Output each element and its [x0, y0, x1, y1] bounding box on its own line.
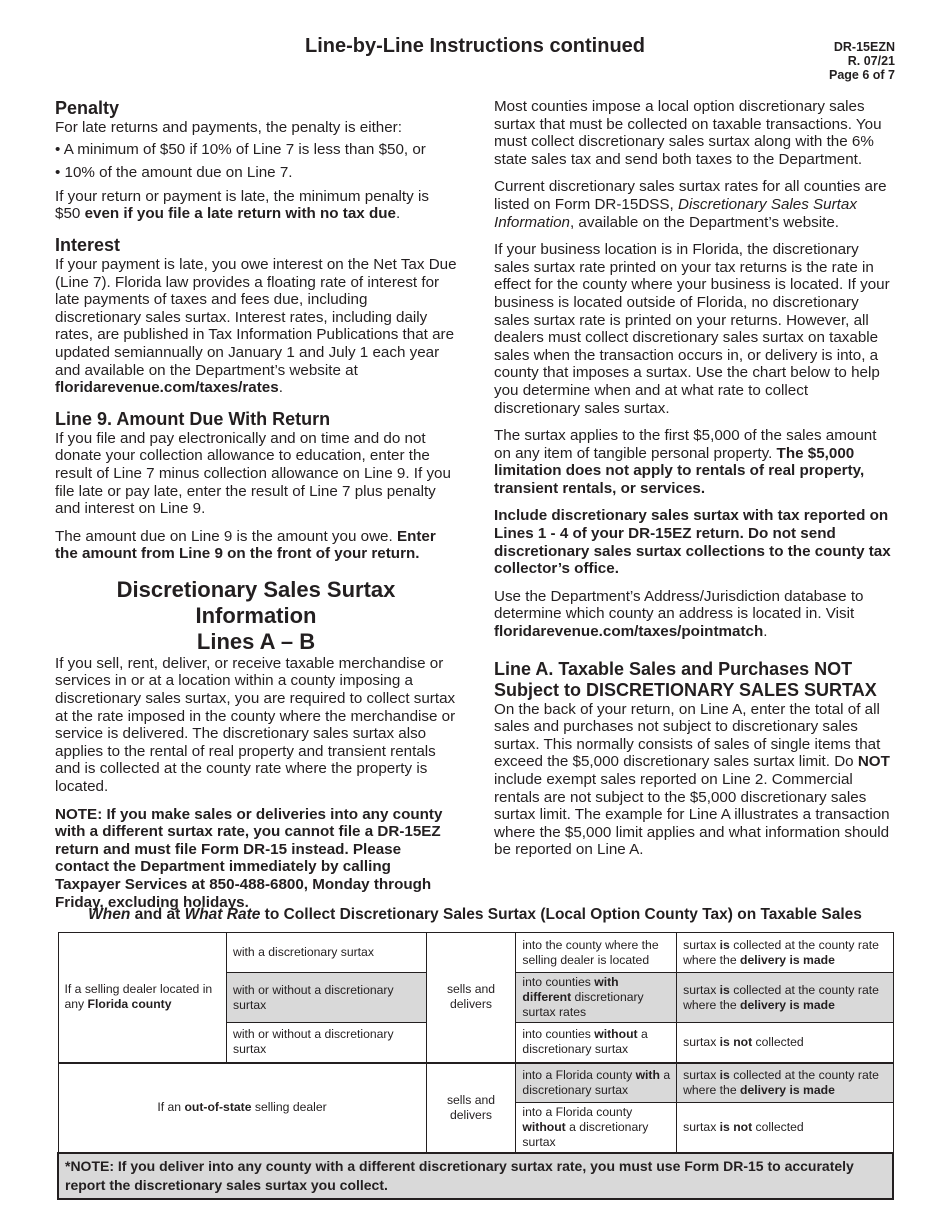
- rates-link[interactable]: floridarevenue.com/taxes/rates: [55, 379, 279, 397]
- table-cell: [677, 1023, 893, 1063]
- penalty-intro: For late returns and payments, the penalty is either:: [55, 119, 402, 136]
- right-column: [494, 98, 896, 869]
- out-of-state-dealer-cell: [58, 1063, 426, 1154]
- bold-text: is not: [719, 1034, 753, 1049]
- text: a discretionary surtax: [522, 1027, 648, 1057]
- table-note: *NOTE: If you deliver into any county with a different discretionary surtax rate, you must use Form DR-15 to accurately report the discretionary sales surtax you collect.: [58, 1153, 893, 1199]
- line-a-text: [494, 701, 896, 859]
- text: The amount due on Line 9 is the amount you owe.: [55, 527, 397, 545]
- table-cell: [677, 973, 893, 1023]
- text: a discretionary surtax: [522, 1067, 671, 1097]
- penalty-bullet: • A minimum of $50 if 10% of Line 7 is less than $50, or: [55, 140, 426, 158]
- text: What Rate: [184, 906, 261, 923]
- bold-text: even if you file a late return with no tax due: [84, 205, 396, 223]
- table-cell: with a discretionary surtax: [227, 933, 427, 973]
- bold-text: without: [522, 1120, 566, 1134]
- penalty-list: [55, 141, 457, 182]
- bold-text: The $5,000 limitation does not apply to rentals of real property, transient rentals, or services.: [494, 444, 865, 497]
- surtax-include: Include discretionary sales surtax with tax reported on Lines 1 - 4 of your DR-15EZ return. Do not send discretionary sales surtax collections to the county tax collector’s office.: [494, 507, 891, 578]
- text: into counties: [522, 975, 595, 989]
- text: discretionary surtax rates: [522, 990, 644, 1019]
- text: surtax: [683, 937, 720, 952]
- text: surtax: [683, 982, 720, 997]
- bold-text: delivery is made: [740, 997, 835, 1012]
- table-cell: with or without a discretionary surtax: [227, 1023, 427, 1063]
- dss-text: If you sell, rent, deliver, or receive taxable merchandise or services in or at a location within a county imposing a discretionary sales surtax, you are required to collect surtax at the rate imposed in the county where the merchandise or service is delivered. The discretionary sales surtax also applies to the rental of real property and transient rentals and is collected at the county rate where the property is located.: [55, 654, 456, 796]
- bold-text: with: [635, 1067, 660, 1082]
- text: .: [763, 623, 768, 641]
- surtax-location: If your business location is in Florida, the discretionary sales surtax rate printed on your tax returns is the rate in effect for the county where your business is located. If your business is located outside of Florida, no discretionary sales surtax rate is printed on your returns. However, all dealers must collect discretionary sales surtax on taxable sales when the transaction occurs in, or delivery is into, a county that imposes a surtax. Use the chart below to help you determine when and at what rate to collect discretionary sales surtax.: [494, 241, 890, 417]
- table-cell: sells and delivers: [426, 933, 516, 1063]
- text: When: [88, 906, 131, 923]
- text: .: [395, 205, 401, 223]
- text: to Collect Discretionary Sales Surtax (Local Option County Tax) on Taxable Sales: [260, 906, 862, 923]
- text: If a selling dealer located in any: [64, 982, 213, 1012]
- form-identifier: [829, 40, 895, 82]
- bold-text: without: [594, 1027, 638, 1042]
- line9-amount: [55, 528, 457, 563]
- table-cell: sells and delivers: [426, 1063, 516, 1154]
- table-note-row: [58, 1153, 893, 1199]
- table-cell: [516, 1063, 677, 1103]
- form-revision: R. 07/21: [847, 54, 895, 68]
- pointmatch-link[interactable]: floridarevenue.com/taxes/pointmatch: [494, 623, 764, 641]
- line9-heading: Line 9. Amount Due With Return: [55, 408, 331, 429]
- interest-text: [55, 256, 457, 397]
- line-a-heading: Line A. Taxable Sales and Purchases NOT Subject to DISCRETIONARY SALES SURTAX: [494, 658, 877, 700]
- text: collected at the county rate where the: [683, 982, 879, 1012]
- left-column: [55, 98, 457, 921]
- dss-heading: Discretionary Sales Surtax Information: [116, 576, 396, 628]
- table-cell: [677, 1063, 893, 1103]
- penalty-note: [55, 188, 457, 223]
- interest-heading: Interest: [55, 234, 121, 255]
- surtax-limit: [494, 427, 896, 497]
- surtax-intro: Most counties impose a local option discretionary sales surtax that must be collected on taxable transactions. You must collect discretionary sales surtax along with the 6% state sales tax and send both taxes to the Department.: [494, 98, 882, 168]
- bold-text: Enter the amount from Line 9 on the front of your return.: [55, 527, 436, 563]
- text: If an: [157, 1100, 185, 1115]
- text: include exempt sales reported on Line 2. Commercial rentals are not subject to the $5,000 discretionary sales surtax limit. The example for Line A illustrates a transaction where the $5,000 limit applies and what information should be reported on Line A.: [494, 771, 890, 859]
- text: , available on the Department’s website.: [569, 213, 840, 231]
- surtax-rates: [494, 178, 896, 231]
- bold-text: Florida county: [87, 997, 172, 1012]
- text: collected at the county rate where the: [683, 937, 879, 967]
- table-cell: [516, 973, 677, 1023]
- page-number: Page 6 of 7: [829, 68, 895, 82]
- form-id: DR-15EZN: [833, 40, 895, 54]
- bold-text: delivery is made: [740, 1082, 835, 1097]
- text: If your return or payment is late, the minimum penalty is $50: [55, 187, 429, 223]
- penalty-heading: Penalty: [55, 98, 120, 118]
- bold-text: NOT: [857, 753, 890, 771]
- table-cell: [516, 1023, 677, 1063]
- bold-text: is not: [719, 1120, 753, 1134]
- text: collected at the county rate where the: [683, 1067, 879, 1097]
- text: On the back of your return, on Line A, enter the total of all sales and purchases not subject to discretionary sales surtax. This normally consists of sales of single items that exceed the $5,000 discretionary sales surtax limit. Do: [494, 700, 881, 771]
- dss-note: NOTE: If you make sales or deliveries into any county with a different surtax rate, you cannot file a DR-15EZ return and must file Form DR-15 instead. Please contact the Department immediately by calling Taxpayer Services at 850-488-6800, Monday through Friday, excluding holidays.: [55, 805, 443, 911]
- dss-subheading: Lines A – B: [196, 628, 316, 654]
- table-row: [58, 1063, 893, 1103]
- text: a discretionary surtax: [522, 1120, 649, 1149]
- penalty-bullet: • 10% of the amount due on Line 7.: [55, 164, 293, 182]
- florida-dealer-cell: [58, 933, 227, 1063]
- text: .: [278, 379, 283, 397]
- surtax-lookup: [494, 588, 896, 641]
- text: surtax: [683, 1067, 720, 1082]
- page-title: Line-by-Line Instructions continued: [305, 35, 645, 57]
- line9-text: If you file and pay electronically and on time and do not donate your collection allowance to education, enter the result of Line 7 minus collection allowance on Line 9. If you file late or pay late, enter the result of Line 7 plus penalty and interest on Line 9.: [55, 429, 451, 518]
- table-cell: [677, 1103, 893, 1154]
- text: The surtax applies to the first $5,000 of the sales amount on any item of tangible personal property.: [494, 427, 877, 462]
- text: Current discretionary sales surtax rates for all counties are listed on Form DR-15DSS,: [494, 178, 887, 213]
- text: into a Florida county: [522, 1105, 633, 1119]
- table-cell: with or without a discretionary surtax: [227, 973, 427, 1023]
- table-cell: [516, 1103, 677, 1154]
- text: collected: [752, 1034, 804, 1049]
- text: surtax: [683, 1120, 720, 1134]
- surtax-table: [57, 932, 894, 1200]
- bold-text: is: [719, 1067, 730, 1082]
- text: into a Florida county: [522, 1067, 636, 1082]
- text: surtax: [683, 1034, 720, 1049]
- text: and at: [130, 906, 185, 923]
- text: into counties: [522, 1027, 595, 1042]
- bold-text: with different: [522, 975, 619, 1004]
- bold-text: delivery is made: [740, 952, 835, 967]
- table-title: [57, 906, 893, 924]
- table-cell: [677, 933, 893, 973]
- text: If your payment is late, you owe interest on the Net Tax Due (Line 7). Florida law provides a floating rate of interest for late payments of taxes and fees due, including discretionary sales surtax. Interest rates, including daily rates, are published in Tax Information Publications that are updated semiannually on January 1 and July 1 each year and available on the Department’s website at: [55, 255, 457, 379]
- bold-text: out-of-state: [184, 1100, 252, 1115]
- text: Use the Department’s Address/Jurisdiction database to determine which county an address is located in. Visit: [494, 587, 864, 623]
- table-cell: into the county where the selling dealer is located: [516, 933, 677, 973]
- bold-text: is: [719, 982, 730, 997]
- form-title: Discretionary Sales Surtax Information: [494, 195, 857, 231]
- table-row: [58, 933, 893, 973]
- text: collected: [752, 1120, 804, 1134]
- bold-text: is: [719, 937, 730, 952]
- text: selling dealer: [251, 1100, 327, 1115]
